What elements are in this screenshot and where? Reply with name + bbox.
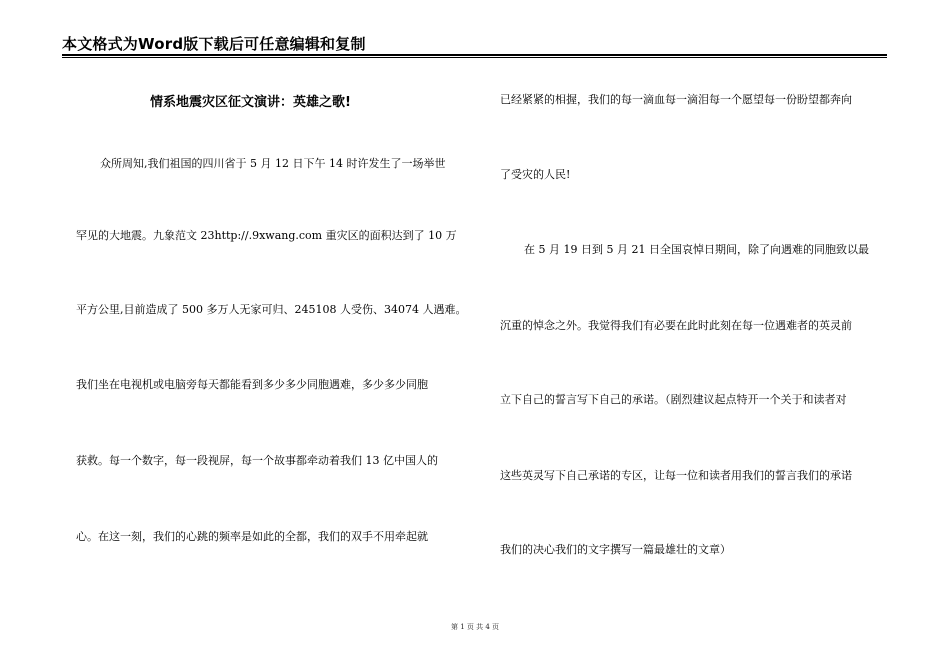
page-number-footer: 第 1 页 共 4 页 — [450, 623, 500, 631]
left-paragraph-line: 平方公里,目前造成了 500 多万人无家可归、245108 人受伤、34074 人遇难。 — [76, 303, 467, 316]
header-divider-thick — [62, 54, 887, 56]
right-paragraph-line: 我们的决心我们的文字撰写一篇最雄壮的文章） — [500, 543, 731, 556]
right-paragraph-line: 立下自己的誓言写下自己的承诺。（剧烈建议起点特开一个关于和读者对 — [500, 393, 847, 406]
header-divider-thin — [62, 57, 887, 58]
left-paragraph-line: 我们坐在电视机或电脑旁每天都能看到多少多少同胞遇难，多少多少同胞 — [76, 378, 428, 391]
left-paragraph-line: 心。在这一刻，我们的心跳的频率是如此的全都，我们的双手不用牵起就 — [76, 530, 428, 543]
left-paragraph-line: 获救。每一个数字，每一段视屏，每一个故事都牵动着我们 13 亿中国人的 — [76, 454, 438, 467]
right-paragraph-line: 沉重的悼念之外。我觉得我们有必要在此时此刻在每一位遇难者的英灵前 — [500, 319, 852, 332]
right-paragraph-line: 在 5 月 19 日到 5 月 21 日全国哀悼日期间，除了向遇难的同胞致以最 — [524, 243, 869, 256]
right-paragraph-line: 这些英灵写下自己承诺的专区，让每一位和读者用我们的誓言我们的承诺 — [500, 469, 852, 482]
document-header-title: 本文格式为Word版下载后可任意编辑和复制 — [62, 35, 366, 53]
right-paragraph-line: 已经紧紧的相握，我们的每一滴血每一滴泪每一个愿望每一份盼望都奔向 — [500, 93, 852, 106]
article-title: 情系地震灾区征文演讲：英雄之歌! — [150, 95, 351, 110]
left-paragraph-line: 罕见的大地震。九象范文 23http://.9xwang.com 重灾区的面积达到了 10 万 — [76, 229, 457, 242]
right-paragraph-line: 了受灾的人民! — [500, 168, 571, 181]
left-paragraph-line: 众所周知,我们祖国的四川省于 5 月 12 日下午 14 时许发生了一场举世 — [100, 157, 446, 170]
